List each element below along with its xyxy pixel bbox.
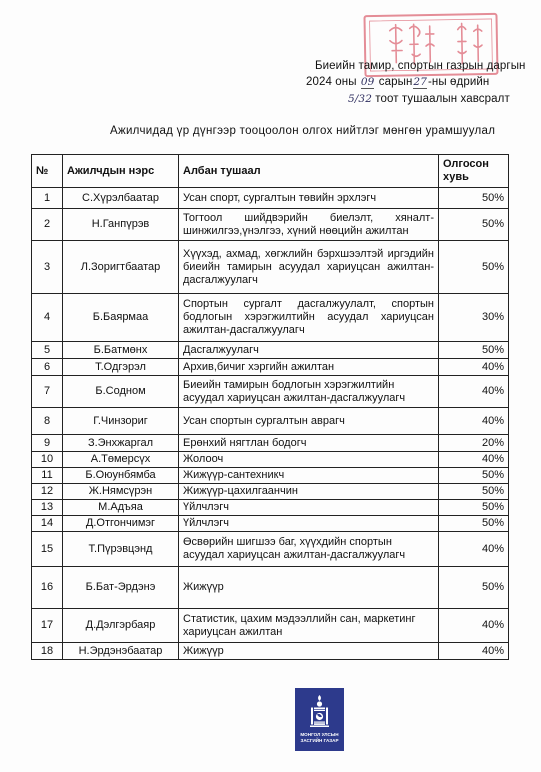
government-emblem-logo: [295, 688, 344, 751]
header-line-1: Биеийн тамир, спортын газрын даргын: [315, 60, 526, 72]
award-percent: 50%: [439, 188, 509, 209]
employee-name: Б.Содном: [63, 376, 179, 408]
employee-name: Д.Отгончимэг: [63, 516, 179, 532]
employee-name: Н.Ганпүрэв: [63, 209, 179, 241]
award-percent: 40%: [439, 376, 509, 408]
row-number: 15: [32, 532, 63, 567]
soyombo-icon: [307, 694, 332, 728]
award-percent: 50%: [439, 567, 509, 609]
award-percent: 40%: [439, 452, 509, 468]
employee-name: Т.Пүрэвцэнд: [63, 532, 179, 567]
award-percent: 40%: [439, 408, 509, 435]
employee-name: Т.Одгэрэл: [63, 359, 179, 376]
employee-position: Үйлчлэгч: [179, 500, 439, 516]
award-percent: 20%: [439, 435, 509, 452]
awards-table: [31, 154, 509, 660]
employee-position: Жолооч: [179, 452, 439, 468]
award-percent: 40%: [439, 643, 509, 660]
employee-name: Г.Чинзориг: [63, 408, 179, 435]
table-row: [32, 500, 509, 516]
table-row: [32, 532, 509, 567]
table-row: [32, 342, 509, 359]
header-day-label: -ны өдрийн: [427, 76, 490, 88]
row-number: 16: [32, 567, 63, 609]
order-label: тоот тушаалын хавсралт: [375, 93, 510, 105]
table-header-row: [32, 155, 509, 188]
award-percent: 50%: [439, 342, 509, 359]
row-number: 8: [32, 408, 63, 435]
employee-position: Усан спорт, сургалтын төвийн эрхлэгч: [179, 188, 439, 209]
employee-position: Жижүүр: [179, 643, 439, 660]
employee-position: Жижүүр-сантехникч: [179, 468, 439, 484]
header-day-handwritten: 27: [413, 76, 427, 88]
table-row: [32, 516, 509, 532]
emblem-text-line-1: МОНГОЛ УЛСЫН: [300, 732, 339, 737]
employee-name: А.Төмерсүх: [63, 452, 179, 468]
document-title: Ажилчидад үр дүнгээр тооцоолон олгох нийтлэг мөнгөн урамшуулал: [110, 125, 496, 137]
row-number: 12: [32, 484, 63, 500]
employee-name: Ж.Нямсүрэн: [63, 484, 179, 500]
employee-name: Л.Зоригтбаатар: [63, 241, 179, 294]
row-number: 9: [32, 435, 63, 452]
table-row: [32, 468, 509, 484]
row-number: 11: [32, 468, 63, 484]
table-row: [32, 359, 509, 376]
employee-name: Б.Оюунбямба: [63, 468, 179, 484]
header-line-2: [306, 76, 489, 89]
header-position: Албан тушаал: [179, 155, 439, 188]
table-row: [32, 376, 509, 408]
award-percent: 40%: [439, 359, 509, 376]
employee-position: Дасгалжуулагч: [179, 342, 439, 359]
row-number: 13: [32, 500, 63, 516]
table-row: [32, 209, 509, 241]
award-percent: 50%: [439, 209, 509, 241]
employee-position: Өсвөрийн шигшээ баг, хүүхдийн спортын асуудал хариуцсан ажилтан-дасгалжуулагч: [179, 532, 439, 567]
table-row: [32, 294, 509, 342]
header-name: Ажилчдын нэрс: [63, 155, 179, 188]
row-number: 5: [32, 342, 63, 359]
employee-position: Жижүүр: [179, 567, 439, 609]
header-line-3: [348, 93, 510, 105]
employee-name: С.Хүрэлбаатар: [63, 188, 179, 209]
table-row: [32, 484, 509, 500]
row-number: 2: [32, 209, 63, 241]
row-number: 14: [32, 516, 63, 532]
row-number: 10: [32, 452, 63, 468]
table-row: [32, 435, 509, 452]
award-percent: 40%: [439, 609, 509, 643]
award-percent: 50%: [439, 484, 509, 500]
row-number: 3: [32, 241, 63, 294]
employee-name: Н.Эрдэнэбаатар: [63, 643, 179, 660]
employee-position: Хүүхэд, ахмад, хөгжлийн бэрхшээлтэй иргэдийн биеийн тамирын асуудал хариуцсан ажилтан-дасгалжуулагч: [179, 241, 439, 294]
table-row: [32, 643, 509, 660]
table-row: [32, 567, 509, 609]
employee-name: Б.Баярмаа: [63, 294, 179, 342]
employee-position: Жижүүр-цахилгаанчин: [179, 484, 439, 500]
row-number: 17: [32, 609, 63, 643]
award-percent: 50%: [439, 468, 509, 484]
row-number: 6: [32, 359, 63, 376]
employee-name: М.Адъяа: [63, 500, 179, 516]
award-percent: 50%: [439, 500, 509, 516]
table-row: [32, 241, 509, 294]
row-number: 4: [32, 294, 63, 342]
order-number-handwritten: 5/32: [348, 93, 372, 105]
award-percent: 50%: [439, 516, 509, 532]
header-percent: Олгосон хувь: [439, 155, 509, 188]
employee-position: Ерөнхий нягтлан бодогч: [179, 435, 439, 452]
award-percent: 40%: [439, 532, 509, 567]
employee-position: Тогтоол шийдвэрийн биелэлт, хяналт-шинжилгээ,үнэлгээ, хүний нөөцийн ажилтан: [179, 209, 439, 241]
row-number: 18: [32, 643, 63, 660]
table-row: [32, 609, 509, 643]
header-month-handwritten: 09: [360, 76, 375, 88]
employee-name: З.Энхжаргал: [63, 435, 179, 452]
row-number: 7: [32, 376, 63, 408]
employee-position: Спортын сургалт дасгалжуулалт, спортын бодлогын хэрэгжилтийн асуудал хариуцсан ажилтан-дасгалжуулагч: [179, 294, 439, 342]
employee-position: Архив,бичиг хэргийн ажилтан: [179, 359, 439, 376]
employee-position: Усан спортын сургалтын аврагч: [179, 408, 439, 435]
table-row: [32, 408, 509, 435]
employee-name: Б.Бат-Эрдэнэ: [63, 567, 179, 609]
emblem-text-line-2: ЗАСГИЙН ГАЗАР: [300, 738, 339, 743]
table-row: [32, 452, 509, 468]
row-number: 1: [32, 188, 63, 209]
award-percent: 30%: [439, 294, 509, 342]
employee-name: Б.Батмөнх: [63, 342, 179, 359]
header-year-label: 2024 оны: [306, 76, 357, 88]
header-month-label: сарын: [378, 76, 413, 88]
award-percent: 50%: [439, 241, 509, 294]
employee-position: Үйлчлэгч: [179, 516, 439, 532]
header-number: №: [32, 155, 63, 188]
employee-name: Д.Дэлгэрбаяр: [63, 609, 179, 643]
employee-position: Статистик, цахим мэдээллийн сан, маркетинг хариуцсан ажилтан: [179, 609, 439, 643]
employee-position: Биеийн тамирын бодлогын хэрэгжилтийн асуудал хариуцсан ажилтан-дасгалжуулагч: [179, 376, 439, 408]
table-row: [32, 188, 509, 209]
